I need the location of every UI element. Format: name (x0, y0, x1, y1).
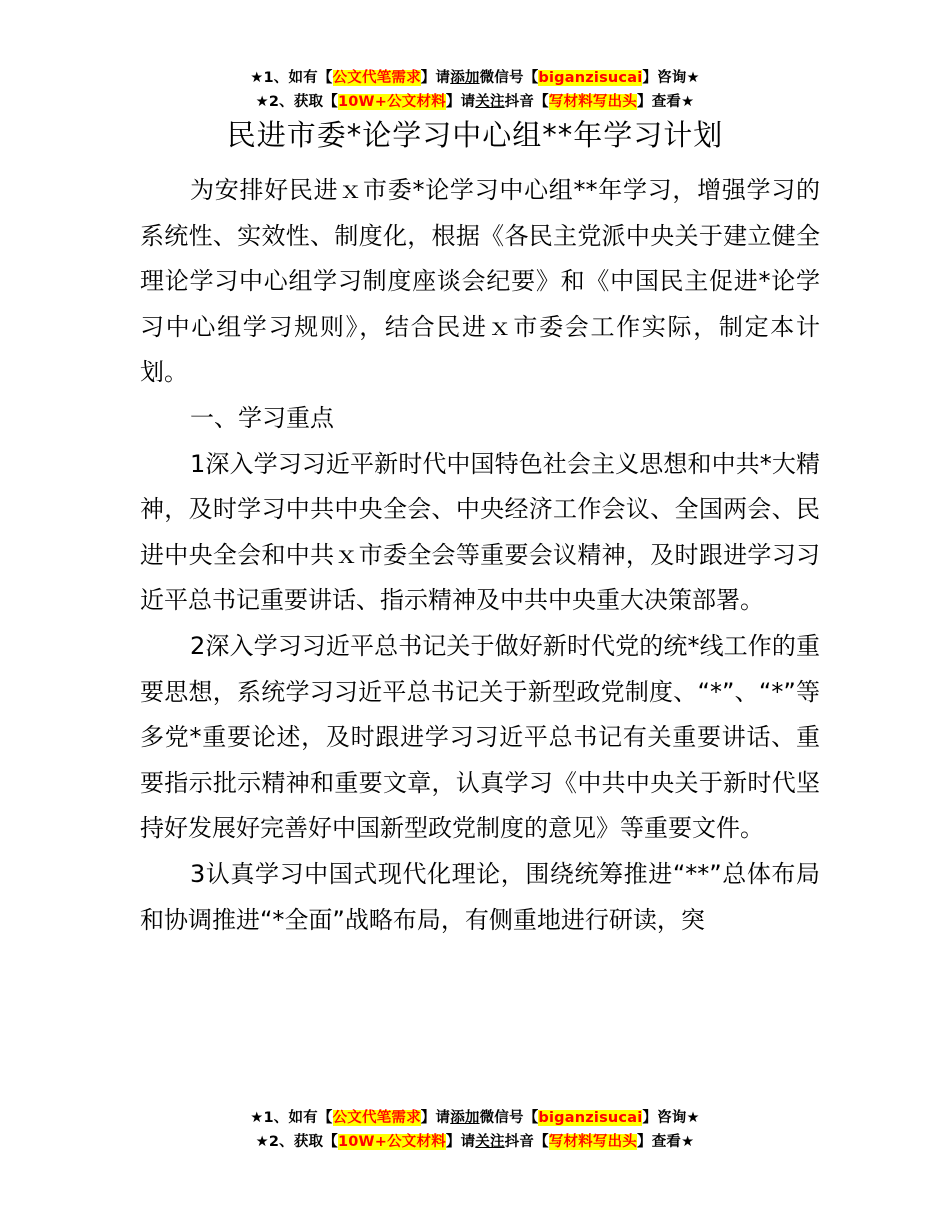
promo-text: ★1、如有【 (250, 1110, 333, 1126)
promo-underline: 关注 (475, 94, 505, 110)
promo-line-1 (0, 1106, 950, 1130)
paragraph-intro: 为安排好民进ｘ市委*论学习中心组**年学习，增强学习的系统性、实效性、制度化，根据《各民主党派中央关于建立健全理论学习中心组学习制度座谈会纪要》和《中国民主促进*论学习中心组学习规则》，结合民进ｘ市委会工作实际，制定本计划。 (140, 176, 820, 387)
promo-underline: 添加 (450, 1110, 480, 1126)
promo-header (0, 66, 950, 114)
promo-text: 】请 (445, 1134, 476, 1150)
promo-text: 】咨询★ (642, 1110, 700, 1126)
promo-line-2 (0, 90, 950, 114)
document-body (140, 168, 820, 943)
promo-text: 微信号【 (479, 1110, 539, 1126)
paragraph-item-3: 3认真学习中国式现代化理论，围绕统筹推进“**”总体布局和协调推进“*全面”战略布局，有侧重地进行研读，突 (140, 859, 820, 934)
promo-text: 】请 (420, 70, 451, 86)
promo-text: 抖音【 (504, 1134, 549, 1150)
paragraph-item-2: 2深入学习习近平总书记关于做好新时代党的统*线工作的重要思想，系统学习习近平总书记关于新型政党制度、“*”、“*”等多党*重要论述，及时跟进学习习近平总书记有关重要讲话、重要指示批示精神和重要文章，认真学习《中共中央关于新时代坚持好发展好完善好中国新型政党制度的意见》等重要文件。 (140, 631, 820, 843)
promo-text: 】请 (445, 94, 476, 110)
paragraph-item-1: 1深入学习习近平新时代中国特色社会主义思想和中共*大精神，及时学习中共中央全会、中央经济工作会议、全国两会、民进中央全会和中共ｘ市委全会等重要会议精神，及时跟进学习习近平总书记重要讲话、指示精神及中共中央重大决策部署。 (140, 449, 820, 615)
promo-line-2 (0, 1130, 950, 1154)
promo-footer (0, 1106, 950, 1154)
promo-text: 】查看★ (637, 1134, 695, 1150)
promo-highlight: 写材料写出头 (548, 94, 638, 110)
promo-highlight: biganzisucai (538, 70, 643, 86)
promo-highlight: 写材料写出头 (548, 1134, 638, 1150)
promo-text: 抖音【 (504, 94, 549, 110)
document-title: 民进市委*论学习中心组**年学习计划 (226, 118, 724, 152)
section-heading: 一、学习重点 (190, 403, 334, 432)
promo-highlight: 10W+公文材料 (337, 1134, 446, 1150)
promo-underline: 添加 (450, 70, 480, 86)
promo-highlight: 10W+公文材料 (337, 94, 446, 110)
promo-text: ★2、获取【 (255, 94, 338, 110)
promo-text: 微信号【 (479, 70, 539, 86)
promo-highlight: 公文代笔需求 (332, 70, 421, 86)
promo-text: 】咨询★ (642, 70, 700, 86)
promo-text: 】请 (420, 1110, 451, 1126)
promo-highlight: 公文代笔需求 (332, 1110, 421, 1126)
promo-text: ★1、如有【 (250, 70, 333, 86)
promo-line-1 (0, 66, 950, 90)
promo-text: 】查看★ (637, 94, 695, 110)
promo-underline: 关注 (475, 1134, 505, 1150)
promo-highlight: biganzisucai (538, 1110, 643, 1126)
promo-text: ★2、获取【 (255, 1134, 338, 1150)
